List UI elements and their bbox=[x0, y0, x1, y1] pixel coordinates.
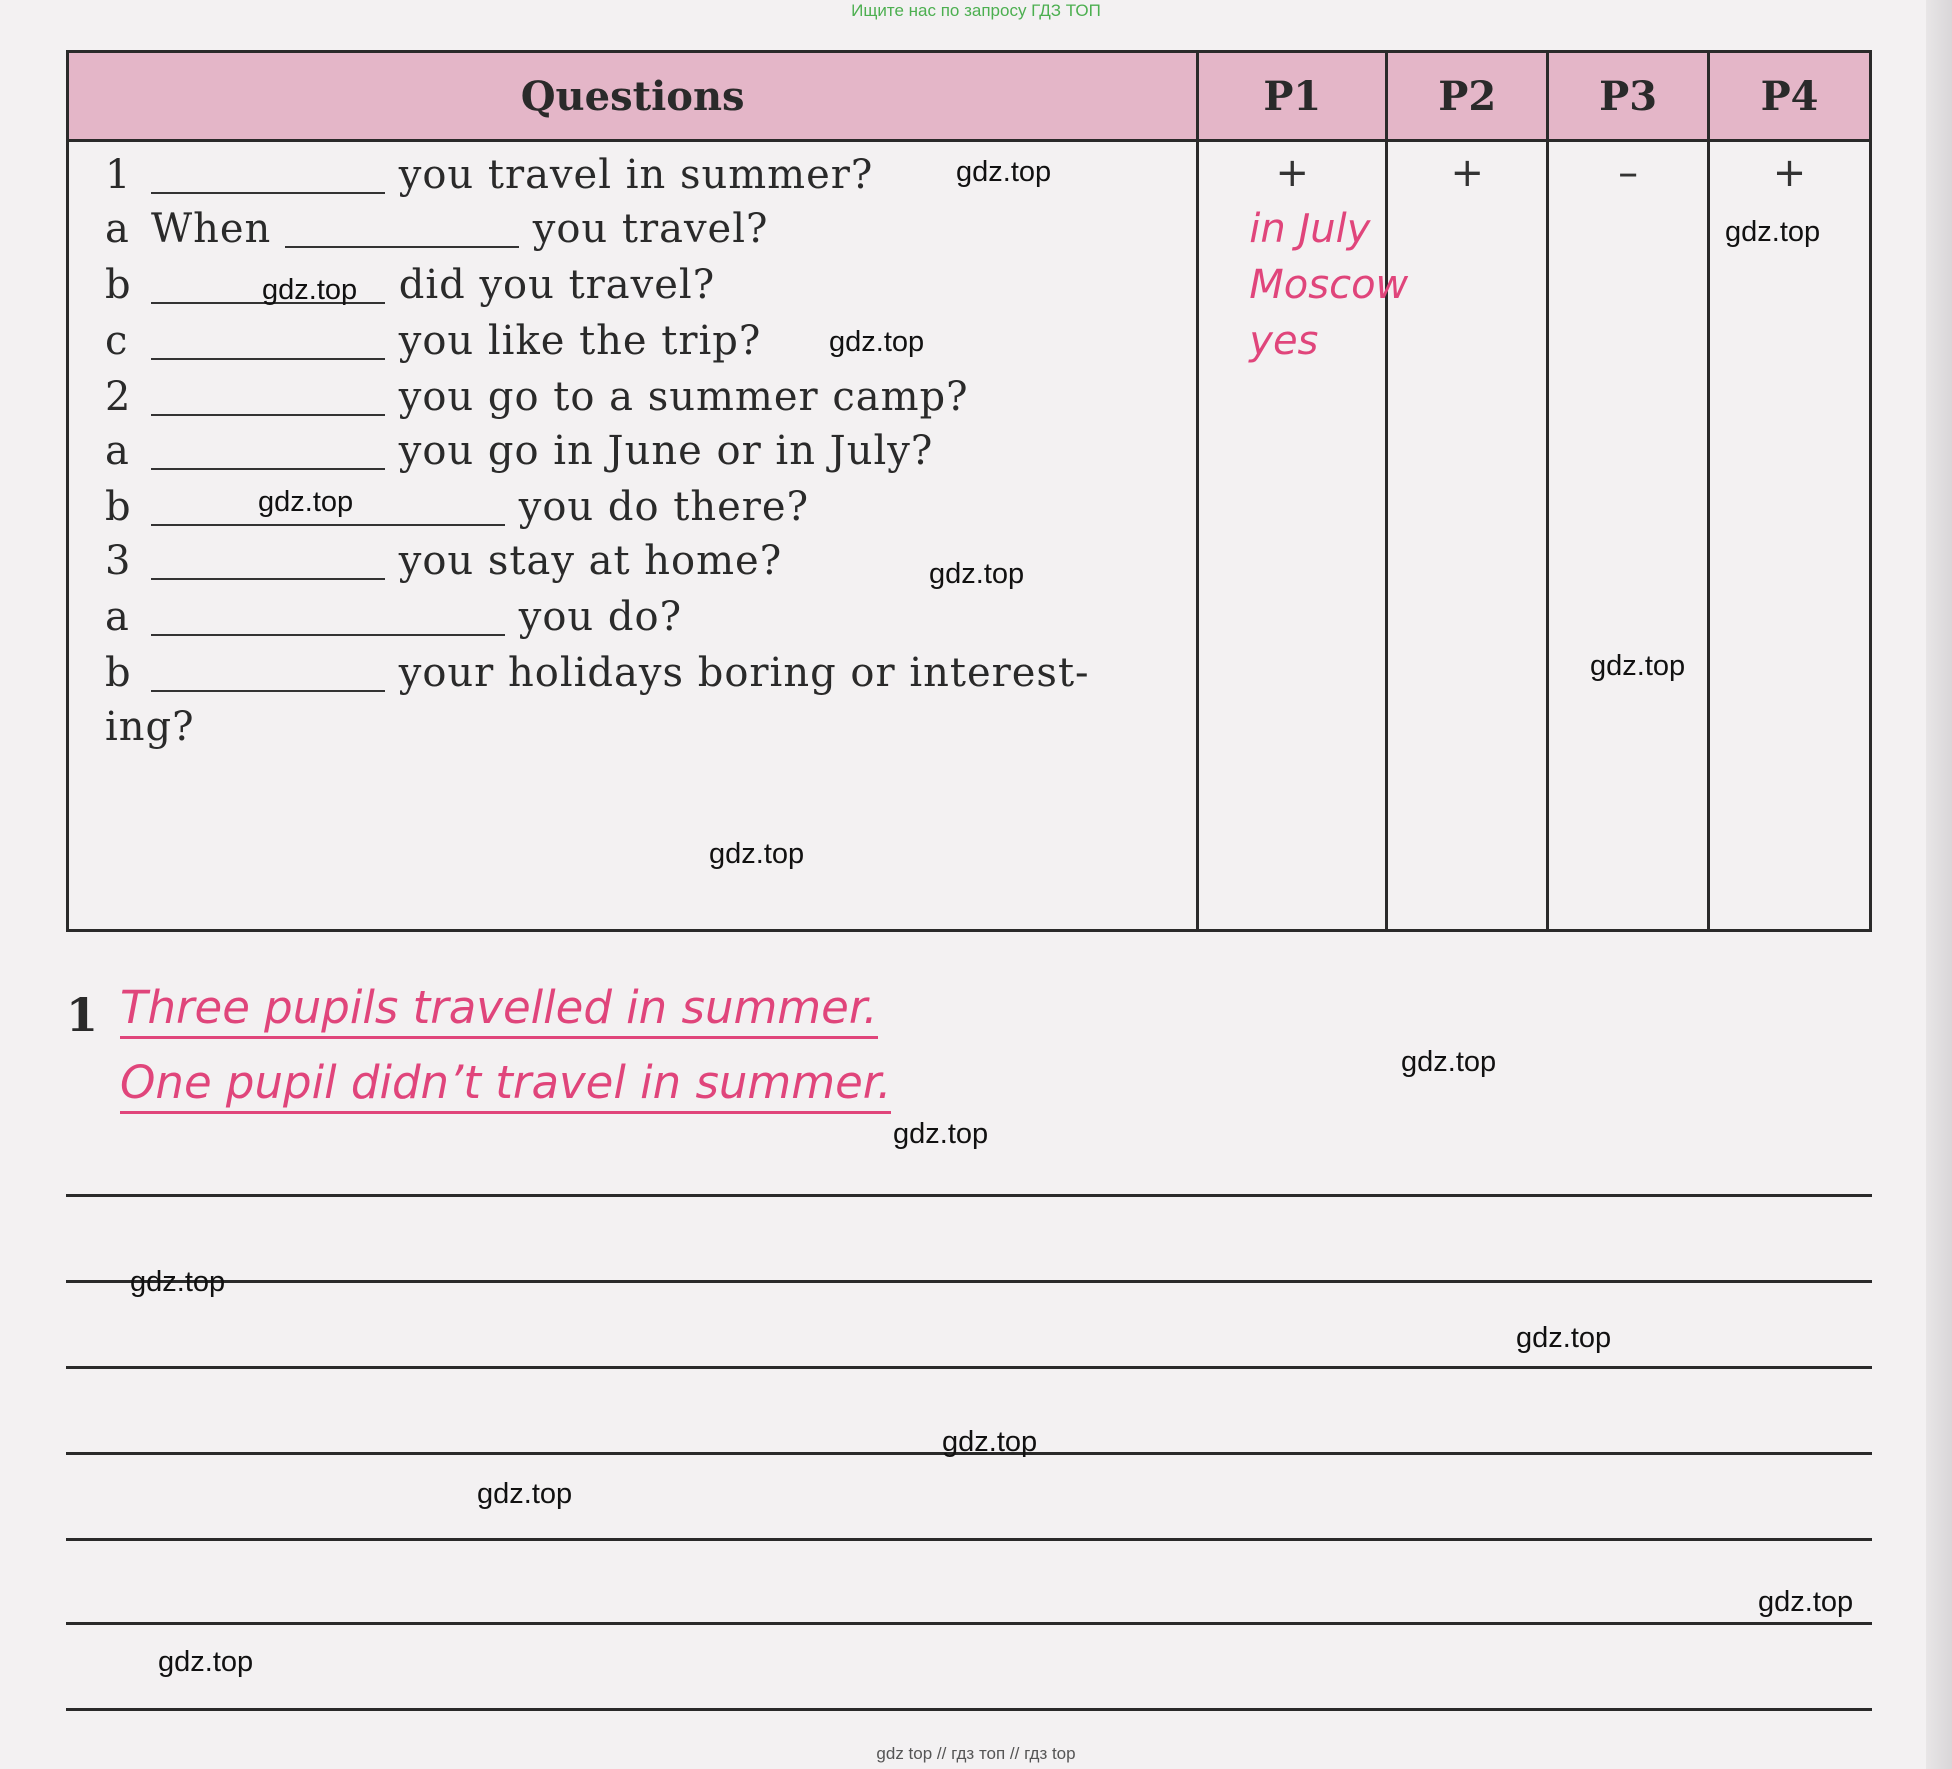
footer-banner[interactable]: gdz top // гдз топ // гдз top bbox=[876, 1744, 1076, 1763]
question-line: 3 you stay at home? bbox=[105, 538, 783, 584]
writing-line bbox=[66, 1622, 1872, 1625]
question-line: b you do there? bbox=[105, 484, 810, 530]
watermark: gdz.top bbox=[893, 1118, 989, 1150]
top-banner[interactable]: Ищите нас по запросу ГДЗ ТОП bbox=[851, 1, 1101, 20]
questions-cell bbox=[68, 141, 1198, 931]
watermark: gdz.top bbox=[1516, 1322, 1612, 1354]
watermark: gdz.top bbox=[829, 326, 925, 358]
watermark: gdz.top bbox=[258, 486, 354, 518]
writing-line bbox=[66, 1538, 1872, 1541]
question-line: b did you travel? bbox=[105, 262, 716, 308]
watermark: gdz.top bbox=[1590, 650, 1686, 682]
watermark: gdz.top bbox=[1758, 1586, 1854, 1618]
header-p3: P3 bbox=[1548, 52, 1709, 141]
watermark: gdz.top bbox=[956, 156, 1052, 188]
question-line: b your holidays boring or interest- bbox=[105, 650, 1090, 696]
p3-mark: – bbox=[1618, 150, 1639, 196]
p1-answer: Moscow bbox=[1249, 262, 1409, 308]
page-edge bbox=[1926, 0, 1952, 1769]
question-line: c you like the trip? bbox=[105, 318, 762, 364]
writing-line bbox=[66, 1194, 1872, 1197]
answer-line-1: Three pupils travelled in summer. bbox=[120, 980, 878, 1039]
p4-cell bbox=[1709, 141, 1871, 931]
header-questions: Questions bbox=[68, 52, 1198, 141]
watermark: gdz.top bbox=[130, 1266, 226, 1298]
header-p2: P2 bbox=[1387, 52, 1548, 141]
p1-cell bbox=[1198, 141, 1409, 931]
watermark: gdz.top bbox=[942, 1426, 1038, 1458]
writing-line bbox=[66, 1366, 1872, 1369]
header-p1: P1 bbox=[1198, 52, 1387, 141]
question-line: ing? bbox=[105, 704, 195, 750]
p4-mark: + bbox=[1772, 150, 1807, 196]
writing-line bbox=[66, 1280, 1872, 1283]
watermark: gdz.top bbox=[709, 838, 805, 870]
watermark: gdz.top bbox=[1401, 1046, 1497, 1078]
p2-cell bbox=[1387, 141, 1548, 931]
question-line: 2 you go to a summer camp? bbox=[105, 374, 969, 420]
p1-mark: + bbox=[1275, 150, 1310, 196]
watermark: gdz.top bbox=[477, 1478, 573, 1510]
watermark: gdz.top bbox=[262, 274, 358, 306]
watermark: gdz.top bbox=[929, 558, 1025, 590]
p2-mark: + bbox=[1450, 150, 1485, 196]
watermark: gdz.top bbox=[1725, 216, 1821, 248]
p1-answer: in July bbox=[1249, 206, 1371, 252]
question-line: a you go in June or in July? bbox=[105, 428, 934, 474]
question-line: a you do? bbox=[105, 594, 683, 640]
writing-line bbox=[66, 1708, 1872, 1711]
answer-line-2: One pupil didn’t travel in summer. bbox=[120, 1055, 891, 1114]
p1-answer: yes bbox=[1249, 318, 1319, 364]
question-line: 1 you travel in summer? bbox=[105, 152, 874, 198]
answer-number: 1 bbox=[66, 988, 99, 1042]
watermark: gdz.top bbox=[158, 1646, 254, 1678]
p3-cell bbox=[1548, 141, 1709, 931]
header-p4: P4 bbox=[1709, 52, 1871, 141]
question-line: a When you travel? bbox=[105, 206, 769, 252]
